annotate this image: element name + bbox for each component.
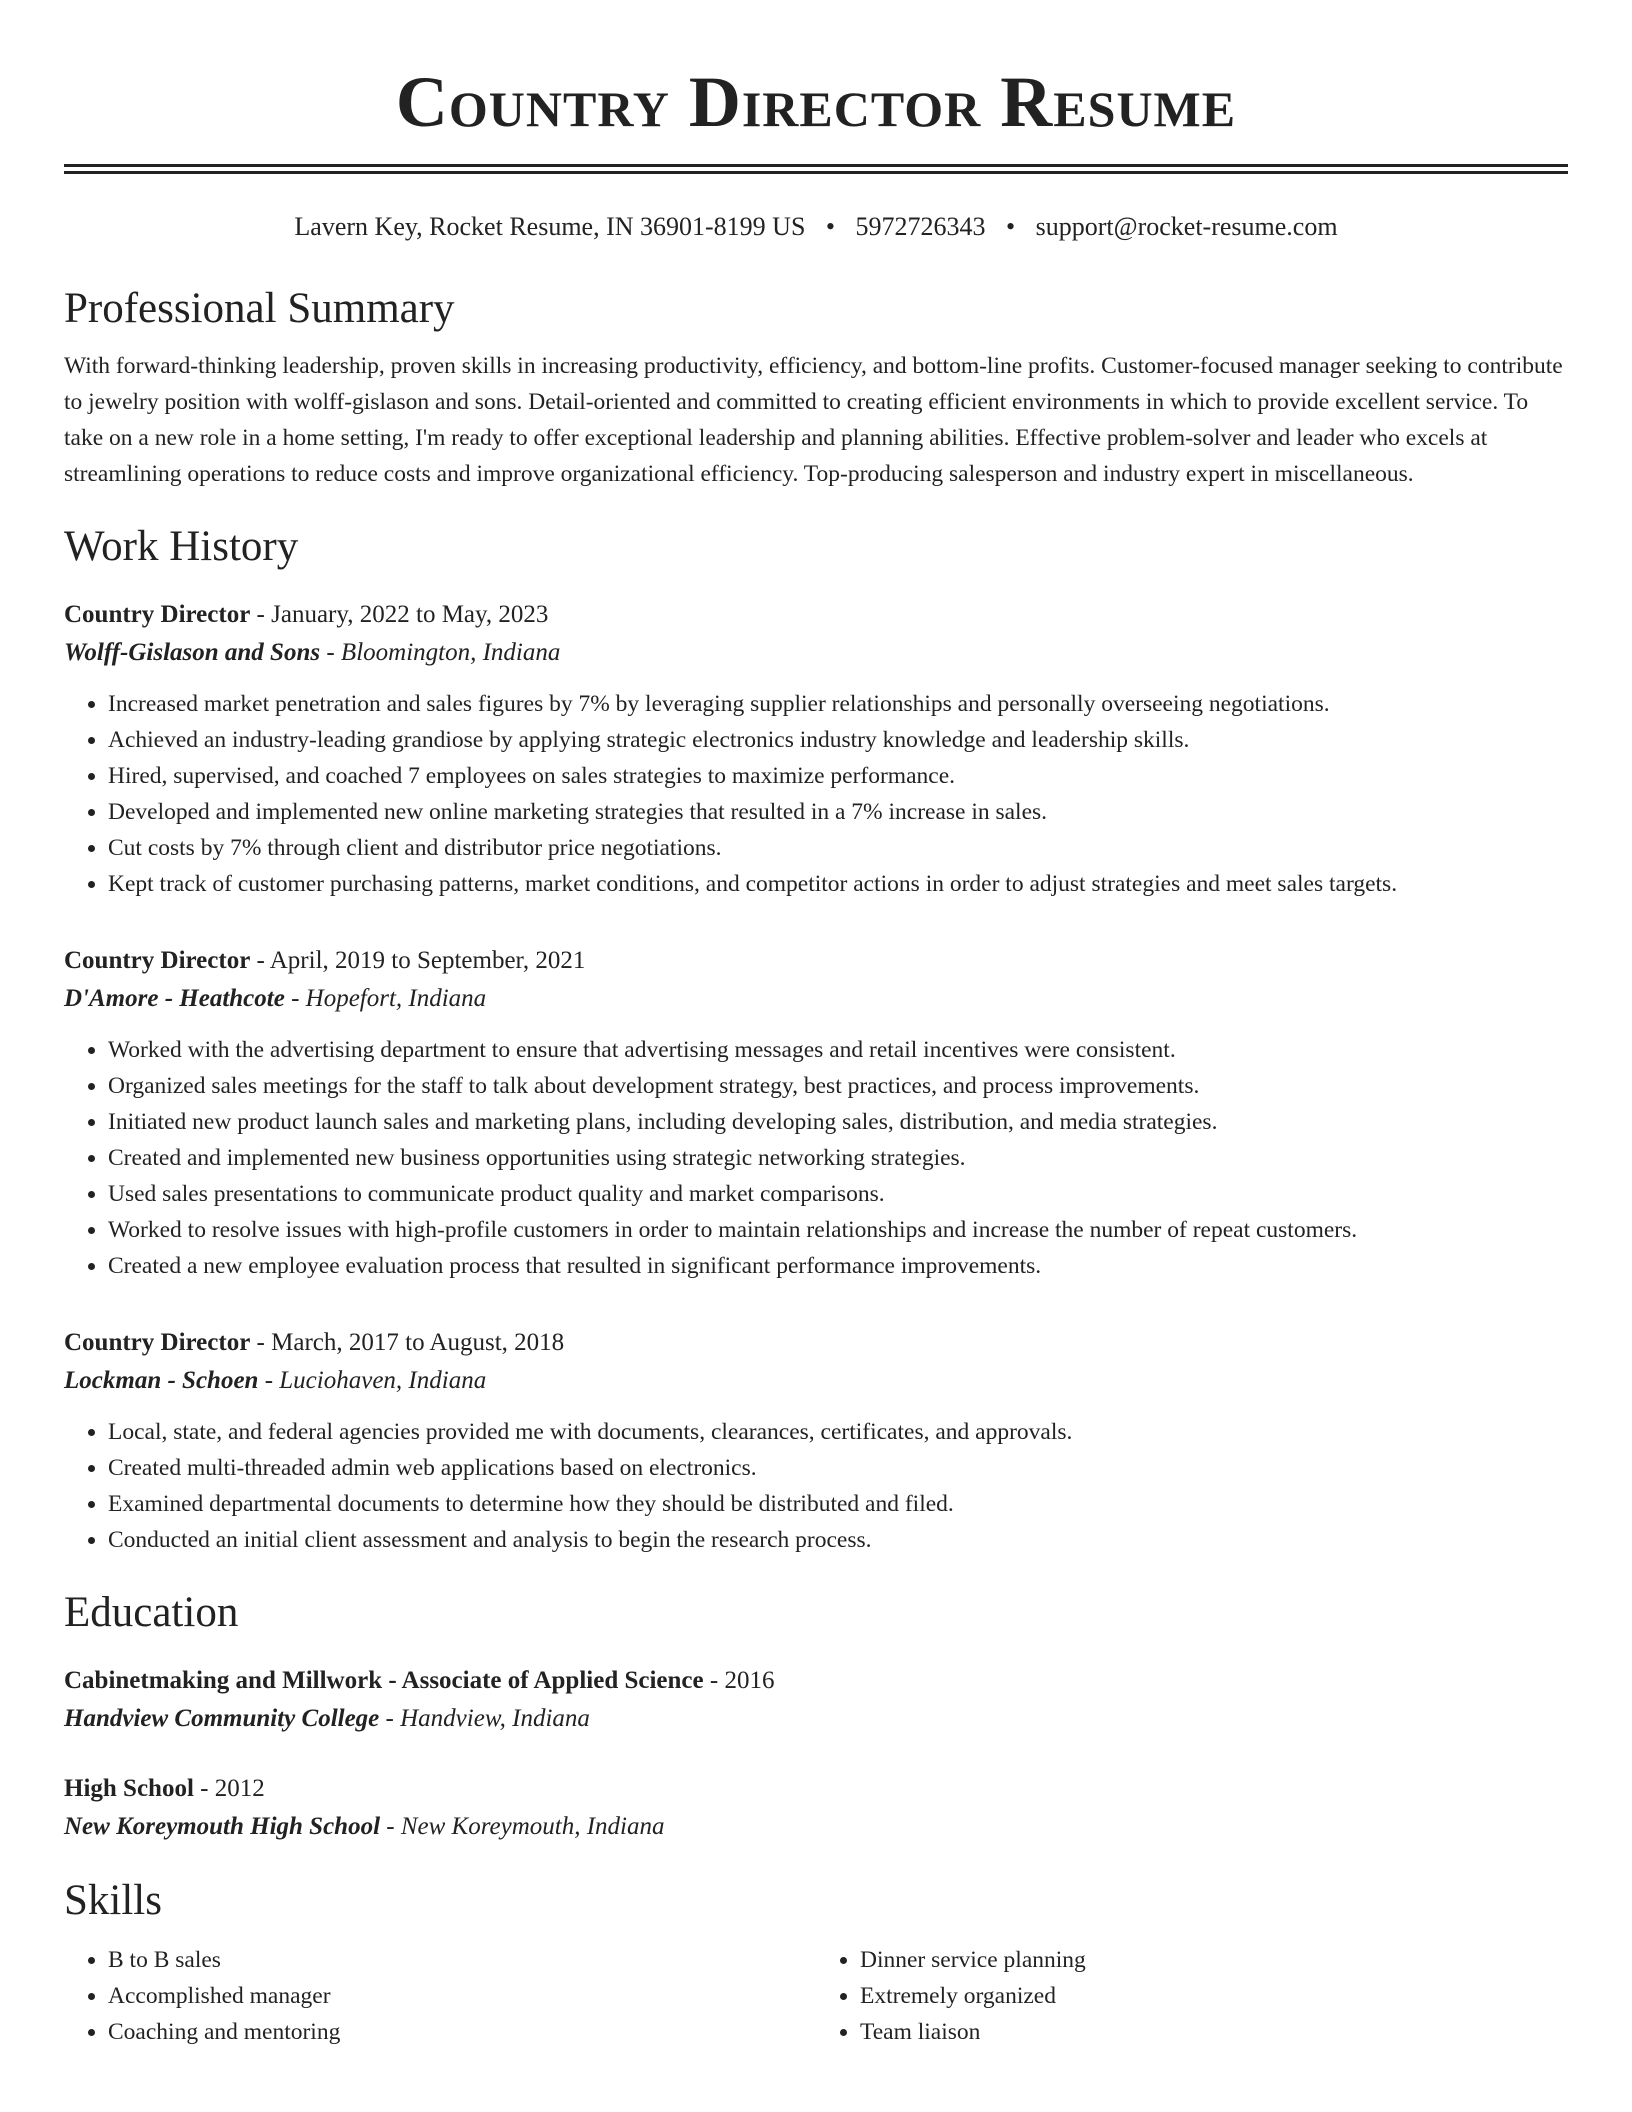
- education-degree-line: [64, 1662, 1568, 1700]
- education-entry: [64, 1662, 1568, 1738]
- skill-item: • Extremely organized: [860, 1978, 1568, 2014]
- job-company: Wolff-Gislason and Sons: [64, 639, 321, 666]
- education-degree-line: [64, 1770, 1568, 1808]
- education-location: - Handview, Indiana: [385, 1705, 590, 1732]
- education-location: - New Koreymouth, Indiana: [386, 1813, 665, 1840]
- skill-item: • Coaching and mentoring: [108, 2014, 816, 2050]
- contact-separator: •: [825, 212, 836, 241]
- job-bullet: • Created a new employee evaluation process that resulted in significant performance improvements.: [108, 1248, 1568, 1284]
- job-bullets: [64, 1414, 1568, 1558]
- education-year: - 2012: [200, 1775, 265, 1802]
- education-degree: High School: [64, 1775, 194, 1802]
- skills-right-column: [816, 1942, 1568, 2050]
- job-company: D'Amore - Heathcote: [64, 985, 285, 1012]
- education-entry: [64, 1770, 1568, 1846]
- job-entry: [64, 942, 1568, 1284]
- work-history-list: [64, 596, 1568, 1558]
- summary-text: With forward-thinking leadership, proven skills in increasing productivity, efficiency, and bottom-line profits. Customer-focused manager seeking to contribute to jewelry position with wolff-gislason and sons. Detail-oriented and committed to creating efficient environments in which to provide excellent service. To take on a new role in a home setting, I'm ready to offer exceptional leadership and planning abilities. Effective problem-solver and leader who excels at streamlining operations to reduce costs and improve organizational efficiency. Top-producing salesperson and industry expert in miscellaneous.: [64, 353, 1563, 487]
- job-location: - Hopefort, Indiana: [291, 985, 487, 1012]
- skills-columns: [64, 1942, 1568, 2050]
- job-bullet: • Local, state, and federal agencies provided me with documents, clearances, certificates, and approvals.: [108, 1414, 1568, 1450]
- skills-heading: Skills: [64, 1877, 162, 1924]
- job-bullet: • Hired, supervised, and coached 7 employees on sales strategies to maximize performance.: [108, 758, 1568, 794]
- education-list: [64, 1662, 1568, 1846]
- job-bullet: • Created and implemented new business opportunities using strategic networking strategies.: [108, 1140, 1568, 1176]
- job-company-line: [64, 980, 1568, 1018]
- job-bullet: • Worked to resolve issues with high-profile customers in order to maintain relationships and increase the number of repeat customers.: [108, 1212, 1568, 1248]
- education-degree: Cabinetmaking and Millwork - Associate of Applied Science: [64, 1667, 704, 1694]
- contact-email: support@rocket-resume.com: [1035, 212, 1338, 241]
- skill-item: • B to B sales: [108, 1942, 816, 1978]
- education-school-line: [64, 1808, 1568, 1846]
- summary-heading: Professional Summary: [64, 285, 455, 332]
- job-title: Country Director: [64, 947, 251, 974]
- contact-phone: 5972726343: [855, 212, 986, 241]
- job-title: Country Director: [64, 601, 251, 628]
- job-dates: - January, 2022 to May, 2023: [256, 601, 549, 628]
- education-year: - 2016: [709, 1667, 775, 1694]
- contact-line: [64, 210, 1568, 244]
- job-bullet: • Developed and implemented new online marketing strategies that resulted in a 7% increase in sales.: [108, 794, 1568, 830]
- job-bullet: • Organized sales meetings for the staff to talk about development strategy, best practices, and process improvements.: [108, 1068, 1568, 1104]
- job-bullet: • Initiated new product launch sales and marketing plans, including developing sales, distribution, and media strategies.: [108, 1104, 1568, 1140]
- job-bullet: • Increased market penetration and sales figures by 7% by leveraging supplier relationships and personally overseeing negotiations.: [108, 686, 1568, 722]
- job-bullet: • Kept track of customer purchasing patterns, market conditions, and competitor actions in order to adjust strategies and meet sales targets.: [108, 866, 1568, 902]
- job-dates: - March, 2017 to August, 2018: [256, 1329, 565, 1356]
- job-company-line: [64, 1362, 1568, 1400]
- contact-separator: •: [1006, 212, 1016, 241]
- job-bullet: • Used sales presentations to communicate product quality and market comparisons.: [108, 1176, 1568, 1212]
- job-bullets: [64, 1032, 1568, 1284]
- education-school: New Koreymouth High School: [64, 1813, 381, 1840]
- job-dates: - April, 2019 to September, 2021: [256, 947, 586, 974]
- job-entry: [64, 596, 1568, 902]
- work-history-heading: Work History: [64, 523, 299, 570]
- education-heading: Education: [64, 1589, 239, 1636]
- job-company-line: [64, 634, 1568, 672]
- skill-item: • Team liaison: [860, 2014, 1568, 2050]
- job-location: - Bloomington, Indiana: [326, 639, 561, 666]
- resume-title: Country Director Resume: [395, 62, 1237, 142]
- job-location: - Luciohaven, Indiana: [264, 1367, 487, 1394]
- job-bullet: • Worked with the advertising department to ensure that advertising messages and retail incentives were consistent.: [108, 1032, 1568, 1068]
- job-entry: [64, 1324, 1568, 1558]
- job-bullets: [64, 686, 1568, 902]
- job-bullet: • Conducted an initial client assessment and analysis to begin the research process.: [108, 1522, 1568, 1558]
- job-bullet: • Cut costs by 7% through client and distributor price negotiations.: [108, 830, 1568, 866]
- job-title-line: [64, 942, 1568, 980]
- skill-item: • Dinner service planning: [860, 1942, 1568, 1978]
- job-bullet: • Created multi-threaded admin web applications based on electronics.: [108, 1450, 1568, 1486]
- job-company: Lockman - Schoen: [64, 1367, 259, 1394]
- job-title: Country Director: [64, 1329, 251, 1356]
- contact-address: Lavern Key, Rocket Resume, IN 36901-8199 US: [294, 212, 806, 241]
- job-title-line: [64, 1324, 1568, 1362]
- job-bullet: • Examined departmental documents to determine how they should be distributed and filed.: [108, 1486, 1568, 1522]
- title-double-rule: [64, 164, 1568, 174]
- education-school: Handview Community College: [64, 1705, 380, 1732]
- skills-left-column: [64, 1942, 816, 2050]
- education-school-line: [64, 1700, 1568, 1738]
- job-title-line: [64, 596, 1568, 634]
- job-bullet: • Achieved an industry-leading grandiose by applying strategic electronics industry knowledge and leadership skills.: [108, 722, 1568, 758]
- skill-item: • Accomplished manager: [108, 1978, 816, 2014]
